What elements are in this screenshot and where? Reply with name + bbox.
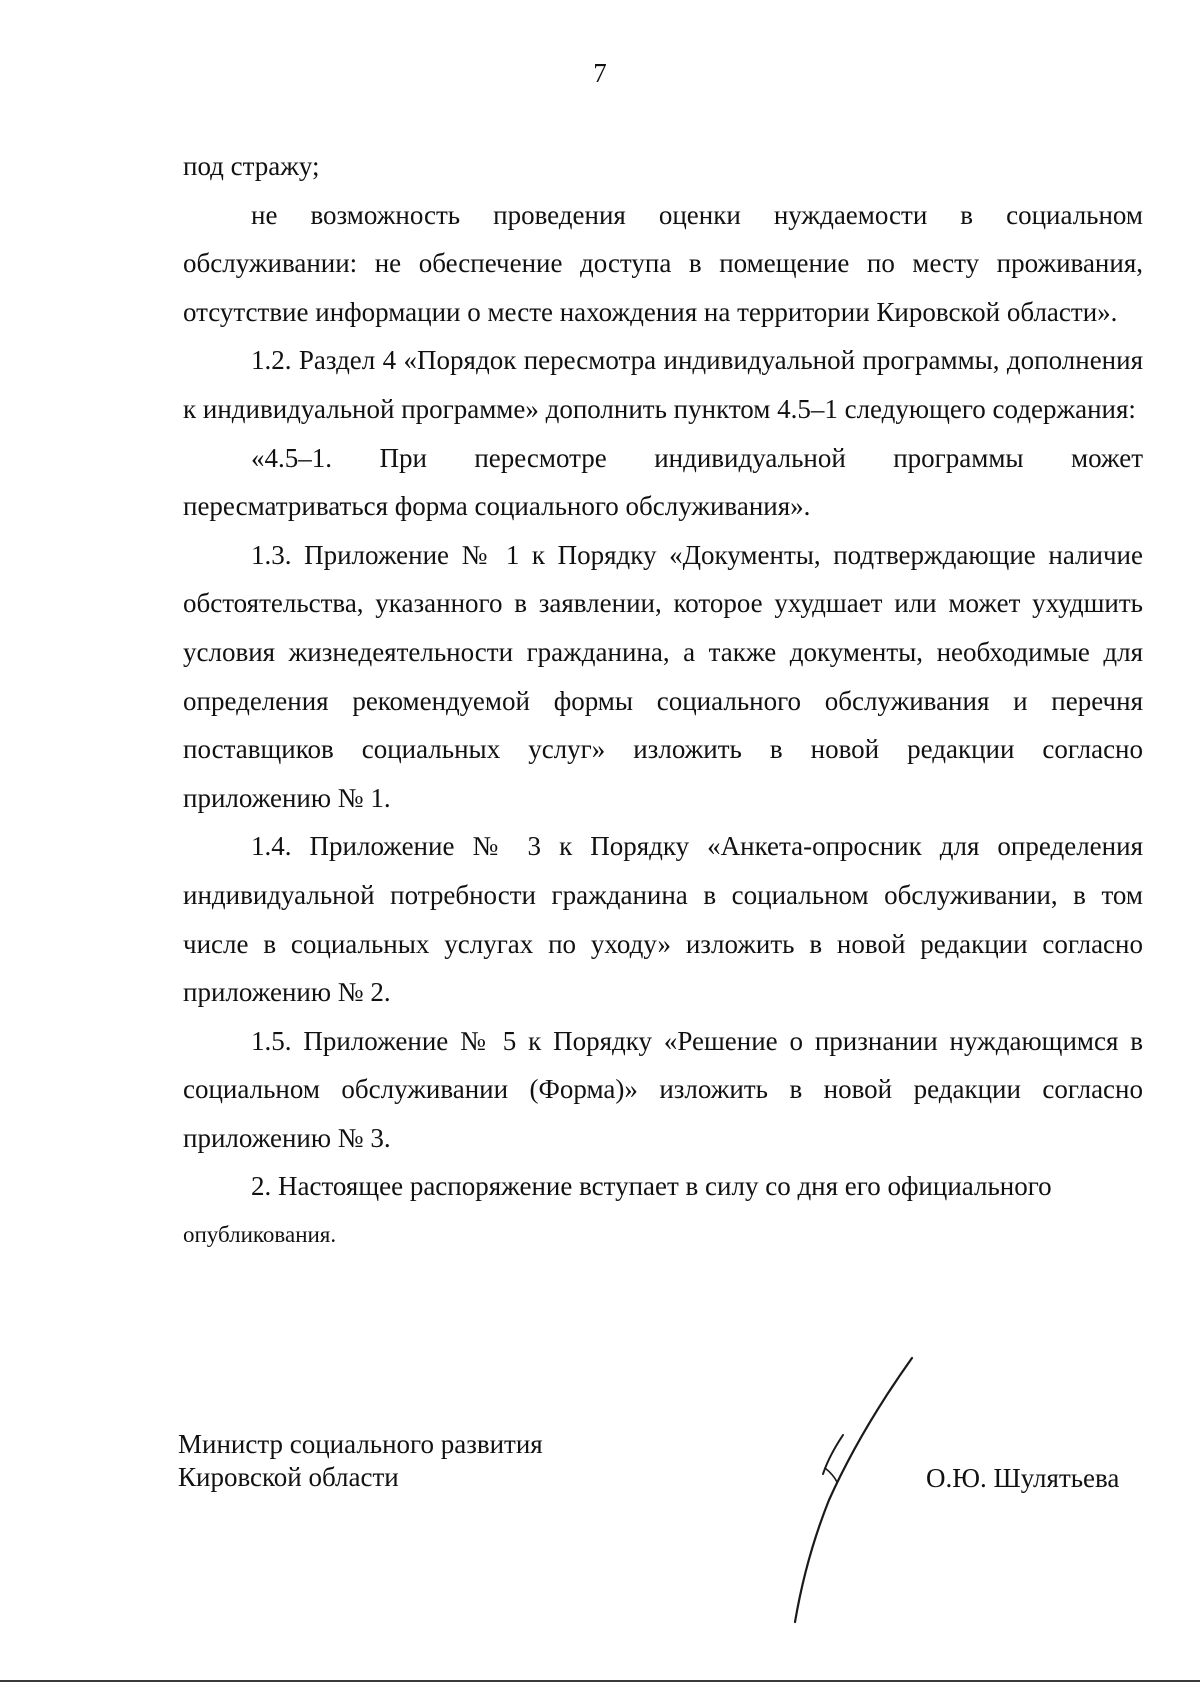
handwritten-signature — [745, 1350, 925, 1630]
page-number: 7 — [593, 58, 607, 88]
paragraph-item-1-3: 1.3. Приложение № 1 к Порядку «Документы, подтверждающие наличие обстоятельства, указанного в заявлении, которое ухудшает или может ухудшить условия жизнедеятельности гражданина, а также документы, необходимые для определения рекомендуемой формы социального обслуживания и перечня поставщиков социальных услуг» изложить в новой редакции согласно приложению № 1. — [183, 539, 1143, 813]
paragraph-item-4-5-1: «4.5–1. При пересмотре индивидуальной программы может пересматриваться форма социального обслуживания». — [183, 442, 1143, 522]
paragraph-item-1-4: 1.4. Приложение № 3 к Порядку «Анкета-опросник для определения индивидуальной потребности гражданина в социальном обслуживании, в том числе в социальных услугах по уходу» изложить в новой редакции согласно приложению № 2. — [183, 831, 1143, 1008]
paragraph-item-2-end: опубликования. — [183, 1222, 337, 1248]
paragraph-item-1-5: 1.5. Приложение № 5 к Порядку «Решение о признании нуждающимся в социальном обслуживании (Форма)» изложить в новой редакции согласно приложению № 3. — [183, 1025, 1143, 1153]
paragraph-continuation: под стражу; — [183, 151, 320, 181]
paragraph-assessment-impossibility: не возможность проведения оценки нуждаемости в социальном обслуживании: не обеспечение доступа в помещение по месту проживания, отсутствие информации о месте нахождения на территории Кировской области». — [183, 199, 1143, 327]
paragraph-item-1-2: 1.2. Раздел 4 «Порядок пересмотра индивидуальной программы, дополнения к индивидуальной программе» дополнить пунктом 4.5–1 следующего содержания: — [183, 345, 1143, 424]
bottom-rule — [0, 1680, 1200, 1682]
signatory-title-line-1: Министр социального развития — [178, 1429, 543, 1459]
paragraph-item-2: 2. Настоящее распоряжение вступает в силу со дня его официального — [251, 1171, 1052, 1202]
signatory-title — [178, 1428, 543, 1494]
document-body — [183, 142, 1143, 1260]
signatory-name: О.Ю. Шулятьева — [926, 1463, 1120, 1493]
signatory-title-line-2: Кировской области — [178, 1462, 399, 1492]
